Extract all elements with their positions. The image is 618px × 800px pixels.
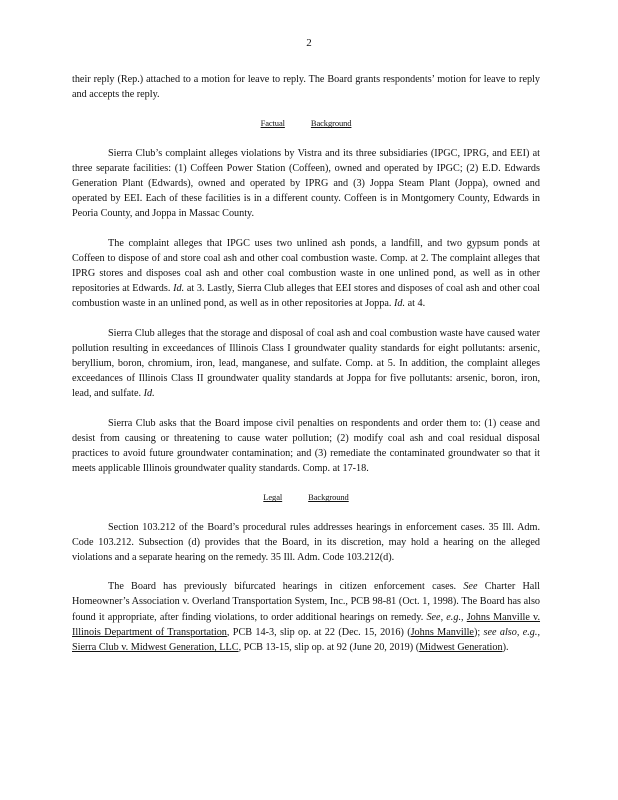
text-segment: The complaint alleges that IPGC uses two unlined ash ponds, a landfill, and two gypsum ponds at Coffeen to dispose of and store coal ash and other coal combustion waste. Comp. at 2. The complaint alleges that IPRG stores and disposes coal ash and other coal combustion waste in one unlined pond, as well as in other repositories at Edwards. (72, 237, 540, 295)
paragraph-relief-requested: Sierra Club asks that the Board impose civil penalties on respondents and order them to: (1) cease and desist from causing or threatening to cause water pollution; (2) modify coal ash and coal residual disposal practices to avoid future groundwater contamination; and (3) remediate the contaminated groundwater so that it meets applicable Illinois groundwater quality standards. Comp. at 17-18. (72, 417, 540, 475)
heading-factual-word: Factual (260, 118, 285, 129)
paragraph-bifurcated-hearings (72, 579, 540, 655)
paragraph-procedural-rules: Section 103.212 of the Board’s procedural rules addresses hearings in enforcement cases. 35 Ill. Adm. Code 103.212. Subsection (d) provides that the Board, in its discretion, may hold a hearing on the alleged violations and a separate hearing on the remedy. 35 Ill. Adm. Code 103.212(d). (72, 521, 540, 564)
case-name-johns-manville: Johns Manville v. Illinois Department of Transportation (72, 611, 541, 638)
heading-legal-background (72, 490, 540, 505)
page-number: 2 (306, 37, 312, 49)
paragraph-facility-disposal (72, 236, 540, 312)
text-segment: ); (473, 626, 481, 638)
citation-id: Id. (173, 283, 185, 295)
signal-see: See (463, 581, 478, 593)
citation-id: Id. (143, 388, 155, 400)
paragraph-intro-continuation: their reply (Rep.) attached to a motion for leave to reply. The Board grants respondents’ motion for leave to reply and accepts the reply. (72, 74, 540, 101)
signal-see-also: see also, e.g., (483, 626, 540, 638)
signal-see-eg: See, e.g., (426, 611, 464, 623)
heading-legal-word: Legal (263, 492, 283, 503)
citation-id: Id. (393, 298, 406, 310)
heading-background-word: Background (308, 492, 349, 503)
document-body (72, 72, 540, 669)
paragraph-water-pollution (72, 326, 540, 402)
short-cite-johns-manville: Johns Manville (410, 626, 474, 638)
heading-factual-background (72, 116, 540, 131)
text-segment: , PCB 13-15, slip op. at 92 (June 20, 2019) ( (238, 642, 420, 654)
text-segment: at 3. Lastly, Sierra Club alleges that EEI stores and disposes of coal ash and other coal combustion waste in an unlined pond, as well as in other repositories at Joppa. (72, 283, 541, 310)
text-segment: Sierra Club alleges that the storage and disposal of coal ash and coal combustion waste have caused water pollution resulting in exceedances of Illinois Class I groundwater quality standards for eight pollutants: arsenic, beryllium, boron, chromium, iron, lead, manganese, and sulfate. Comp. at 5. In addition, the complaint alleges exceedances of Illinois Class II groundwater quality standards at Joppa for five pollutants: arsenic, boron, iron, lead, and sulfate. (72, 327, 540, 400)
text-segment: Charter Hall Homeowner’s Association v. Overland Transportation System, Inc., PCB 98-81 (Oct. 1, 1998). The Board has also found it appropriate, after finding violations, to order additional hearings on remedy. (72, 581, 540, 623)
text-segment: ). (502, 642, 509, 654)
case-name-midwest-generation: Sierra Club v. Midwest Generation, LLC (72, 642, 239, 654)
heading-background-word: Background (310, 118, 352, 129)
paragraph-complaint-overview: Sierra Club’s complaint alleges violations by Vistra and its three subsidiaries (IPGC, IPRG, and EEI) at three separate facilities: (1) Coffeen Power Station (Coffeen), owned and operated by IPGC; (2) E.D. Edwards Generation Plant (Edwards), owned and operated by IPRG and (3) Joppa Steam Plant (Joppa), owned and operated by EEI. Each of these facilities is in a different county. Coffeen is in Montgomery County, Edwards in Peoria County, and Joppa in Massac County. (72, 147, 540, 220)
text-segment: , PCB 14-3, slip op. at 22 (Dec. 15, 2016) ( (226, 626, 411, 638)
text-segment: The Board has previously bifurcated hearings in citizen enforcement cases. (108, 581, 457, 593)
text-segment: at 4. (407, 298, 426, 310)
short-cite-midwest-generation: Midwest Generation (419, 642, 503, 654)
